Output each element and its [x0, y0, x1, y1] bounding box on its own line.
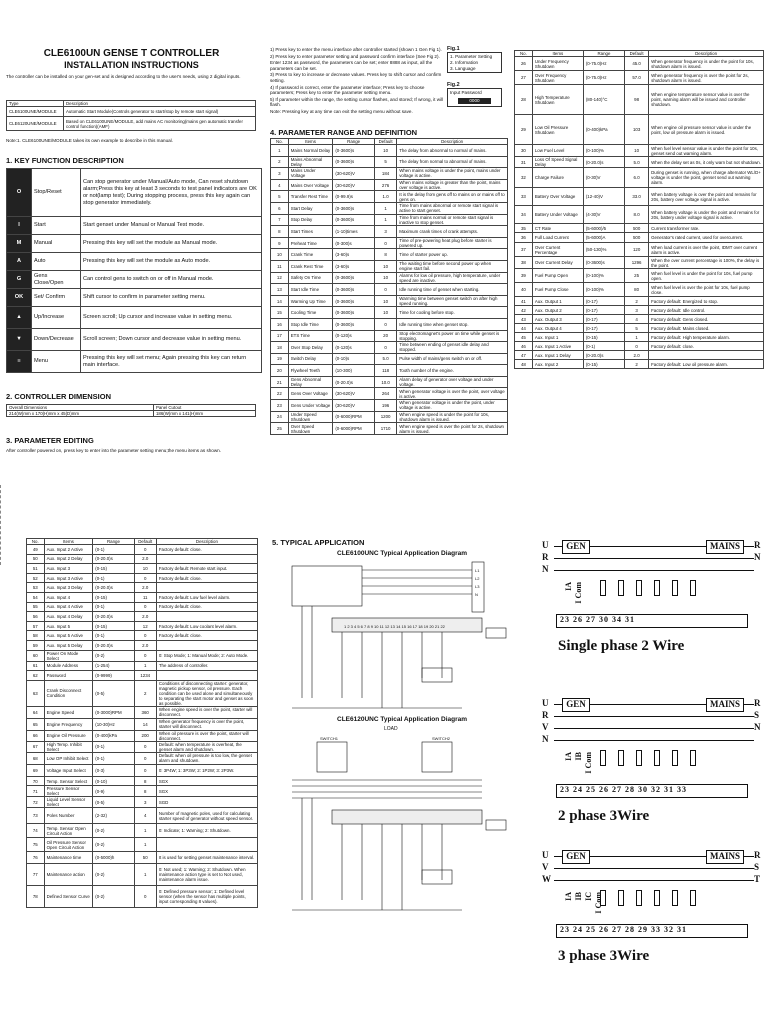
resistor: [636, 750, 642, 766]
table-row: 8 Start Times (1-10)times 3 Maximum crank times of crank attempts.: [271, 226, 508, 238]
table-row: 5 Transfer Rest Time (0-99.9)s 1.0 It is the delay from gens off to mains on or mains off to gens on.: [271, 191, 508, 203]
edit-step: Note: Pressing key at any time can exit the setting menu without save.: [270, 108, 413, 114]
column-header: Description: [649, 51, 764, 57]
key-name: Gens Close/Open: [32, 271, 81, 289]
table-row: 17 ETS Time (0-120)s 20 Stop electromagnet's power on time while genset is stopping.: [271, 330, 508, 342]
key-row: [7, 169, 262, 217]
table-row: 12 Safety On Time (0-3600)s 10 Alarms for low oil pressure, high temperature, under speed are inactive.: [271, 272, 508, 284]
table-row: 23 Gens Under Voltage (30-620)V 196 When generator voltage is under the point, under voltage is active.: [271, 400, 508, 412]
table-row: 64 Engine Speed (0-3000)RPM 360 When engine speed is over the point, starter will disconnect.: [27, 706, 258, 718]
dimension-heading: 2. CONTROLLER DIMENSION: [6, 392, 112, 401]
column-header: No.: [27, 539, 45, 545]
table-row: 26 Under Frequency Shutdown (0-75.0)Hz 45.0 When generator frequency is under the point for 10s, shutdown alarm is issued.: [515, 57, 764, 71]
table-row: 16 Stop Idle Time (0-3600)s 0 Idle running time when genset stop.: [271, 318, 508, 330]
column-header: Description: [156, 539, 257, 545]
figure-2: Fig.2 Input Password 0000: [447, 82, 502, 107]
table-row: 65 Engine Frequency (10-30)Hz 14 When generator frequency is over the point, starter will disconnect.: [27, 718, 258, 730]
wire: [554, 740, 754, 741]
svg-text:L3: L3: [475, 584, 480, 589]
wire: [554, 868, 754, 869]
resistor: [672, 890, 678, 906]
edit-step: Enter 1234 as password, the parameters can be set; enter 8888 as input, all the parameters can be set.: [270, 60, 433, 71]
table-row: 29 Low Oil Pressure Shutdown (0-400)kPa 103 When engine oil pressure sensor value is under the point, low oil pressure alarm is issued.: [515, 115, 764, 145]
key-icon: M: [7, 235, 32, 253]
table-row: 72 Liquid Level Sensor Select (0-5) 3 SGD: [27, 797, 258, 808]
column-header: Description: [397, 139, 508, 145]
diagram-2-title: CLE6120UNC Typical Application Diagram: [337, 716, 468, 723]
table-row: 28 High Temperature Shutdown (80-140)°C 98 When engine temperature sensor value is over the point, warning alarm will be issued and controller shutdown.: [515, 85, 764, 115]
table-row: 35 CT Rate (5-6000)/5 500 Current transformer rate.: [515, 224, 764, 233]
column-header: Default: [625, 51, 649, 57]
fold-mark: [0, 485, 7, 565]
editing-text: After controller powered on, press key to enter into the parameter setting menu;the menu items as shown.: [6, 448, 221, 453]
table-row: 51 Aux. Input 3 (0-15) 10 Factory default: Remote start input.: [27, 564, 258, 574]
wiring-caption: 3 phase 3Wire: [558, 948, 650, 964]
svg-text:1 2 3 4 5 6 7 8 9 10 11 12 13: 1 2 3 4 5 6 7 8 9 10 11 12 13 14 15 16 17 18 19 20 21 22: [344, 624, 445, 629]
key-row: [7, 289, 262, 307]
table-row: 7 Stop Delay (0-3600)s 1 Time from mains normal or remote start signal is inactive to stop genset.: [271, 214, 508, 226]
key-name: Up/Increase: [32, 307, 81, 329]
column-header: No.: [271, 139, 289, 145]
gen-line-label: N: [542, 564, 549, 574]
table-row: 75 Oil Pressure Sensor Open Circuit Action (0-2) 1: [27, 838, 258, 852]
mains-line-label: N: [754, 722, 761, 732]
type-note: Note:1. CLE6100UNE/MODULE takes its own example to describe in this manual.: [6, 138, 173, 143]
table-row: 50 Aux. Input 2 Delay (0-20.0)s 2.0: [27, 554, 258, 564]
key-row: [7, 235, 262, 253]
key-row: [7, 351, 262, 373]
wiring-caption: 2 phase 3Wire: [558, 808, 650, 824]
parameter-table-2: [514, 50, 764, 369]
table-row: 10 Crank Time (3-60)s 8 Time of starter power up.: [271, 249, 508, 261]
resistor: [618, 750, 624, 766]
key-row: [7, 253, 262, 271]
ct-label: IC: [584, 892, 593, 901]
key-function-table: [6, 168, 262, 373]
ct-label: IA: [564, 892, 573, 901]
table-row: 11 Crank Rest Time (3-60)s 10 The waiting time before second power up when engine start fail.: [271, 260, 508, 272]
key-description: Screen scroll; Up cursor and increase value in setting menu.: [81, 307, 262, 329]
ct-label: I Com: [594, 892, 603, 914]
table-row: 55 Aux. Input 4 Active (0-1) 0 Factory default: close.: [27, 602, 258, 612]
table-row: 36 Full Load Current (5-6000)A 500 Generator's rated current, used for overcurrent.: [515, 233, 764, 243]
key-description: Pressing this key will set the module as Manual mode.: [81, 235, 262, 253]
application-diagram-1: [272, 548, 522, 716]
table-row: 57 Aux. Input 5 (0-15) 12 Factory default: Low coolant level alarm.: [27, 621, 258, 631]
resistor: [654, 750, 660, 766]
table-row: 74 Temp. Sensor Open Circuit Action (0-2) 1 0: Indicate; 1: Warning; 2: Shutdown.: [27, 824, 258, 838]
mains-box: MAINS: [706, 698, 744, 712]
table-row: 45 Aux. Input 1 (0-15) 1 Factory default: High temperature alarm.: [515, 333, 764, 342]
key-name: Down/Decrease: [32, 329, 81, 351]
gen-box: GEN: [562, 540, 590, 554]
column-header: Range: [93, 539, 134, 545]
gen-line-label: U: [542, 850, 549, 860]
table-row: 58 Aux. Input 5 Active (0-1) 0 Factory default: close.: [27, 631, 258, 641]
gen-line-label: R: [542, 552, 549, 562]
wire: [554, 880, 754, 881]
mains-line-label: R: [754, 698, 761, 708]
table-row: 14 Warming Up Time (0-3600)s 10 Warming time between genset switch on after high speed running.: [271, 295, 508, 307]
gen-line-label: V: [542, 722, 549, 732]
table-row: 39 Fuel Pump Open (0-100)% 25 When fuel level is under the point for 10s, fuel pump open.: [515, 269, 764, 283]
switch-1-label: SWITCH1: [320, 736, 338, 741]
table-row: 54 Aux. Input 4 (0-15) 11 Factory default: Low fuel level alarm.: [27, 592, 258, 602]
edit-step: 2) Press key to enter parameter setting and password confirm interface (See Fig 2).: [270, 53, 440, 59]
table-row: 40 Fuel Pump Close (0-100)% 80 When fuel level is over the point for 10s, fuel pump close.: [515, 283, 764, 297]
diagram-1-title: CLE6100UNC Typical Application Diagram: [337, 550, 468, 557]
column-header: Default: [374, 139, 396, 145]
dimension-table: Overall Dimensions Panel Cutout 214(W)mm x 170(H)mm x 45(D)mm 186(W)mm x 141(H)mm: [6, 404, 256, 417]
resistor: [672, 580, 678, 596]
resistor: [654, 890, 660, 906]
ct-label: I Com: [574, 582, 583, 604]
table-row: 44 Aux. Output 4 (0-17) 5 Factory default: Mains closed.: [515, 324, 764, 333]
table-row: 41 Aux. Output 1 (0-17) 2 Factory default: Energized to stop.: [515, 297, 764, 306]
resistor: [690, 890, 696, 906]
wiring-single-phase: [528, 536, 764, 690]
intro-text: The controller can be installed on your gen-set and is designed according to the user's needs, using 2 digital inputs.: [6, 74, 241, 79]
figure-1: Fig.1 1. Parameter Setting 2. Information 3. Language: [447, 46, 502, 73]
resistor: [654, 580, 660, 596]
table-row: 32 Charge Failure (0-30)V 6.0 During genset is running, when charge alternator WL/D+ voltage is under the point, genset send out warning alarm.: [515, 168, 764, 188]
table-row: CLE6120UNE/MODULE Based on CLE6100UNE/MODULE, add mains AC monitoring(mains gen automatic transfer control function)(AMF): [7, 117, 256, 131]
table-row: 67 High Temp. Inhibit Select (0-1) 0 Default: when temperature is overheat, the genset alarm and shutdown.: [27, 741, 258, 752]
table-row: 27 Over Frequency Shutdown (0-75.0)Hz 57.0 When generator frequency is over the point for 2s, shutdown alarm is issued.: [515, 71, 764, 85]
table-row: 47 Aux. Input 1 Delay (0-20.0)s 2.0: [515, 351, 764, 360]
table-row: 15 Cooling Time (0-3600)s 10 Time for cooling before stop.: [271, 307, 508, 319]
key-icon: O: [7, 169, 32, 217]
table-row: 42 Aux. Output 2 (0-17) 3 Factory default: Idle control.: [515, 306, 764, 315]
mains-line-label: S: [754, 710, 760, 720]
key-description: Pressing this key will set menu; Again pressing this key can return main interface.: [81, 351, 262, 373]
key-icon: ▲: [7, 307, 32, 329]
gen-line-label: V: [542, 862, 549, 872]
key-row: [7, 271, 262, 289]
document-subtitle: INSTALLATION INSTRUCTIONS: [64, 60, 199, 70]
ct-label: IB: [574, 892, 583, 901]
table-row: 21 Gens Abnormal Delay (0-20.0)s 10.0 Alarm delay of generator over voltage and under voltage.: [271, 376, 508, 388]
table-row: 48 Aux. Input 2 (0-15) 2 Factory default: Low oil pressure alarm.: [515, 360, 764, 369]
table-row: 43 Aux. Output 3 (0-17) 4 Factory default: Gens closed.: [515, 315, 764, 324]
resistor: [618, 890, 624, 906]
terminal-numbers: 23 24 25 26 27 28 30 32 31 33: [560, 785, 687, 794]
type-table: [6, 100, 256, 131]
table-row: 49 Aux. Input 2 Active (0-1) 0 Factory default: close.: [27, 545, 258, 555]
table-row: 68 Low OP Inhibit Select (0-1) 0 Default: when oil pressure is too low, the genset alarm and shutdown.: [27, 752, 258, 764]
key-description: Start genset under Manual or Manual Test mode.: [81, 217, 262, 235]
key-description: Shift cursor to confirm in parameter setting menu.: [81, 289, 262, 307]
column-header: Default: [134, 539, 156, 545]
gen-box: GEN: [562, 850, 590, 864]
table-row: 37 Over Current Percentage (50-130)% 120 When load current is over the point, IDMT over current alarm is active.: [515, 243, 764, 257]
key-name: Set/ Confirm: [32, 289, 81, 307]
table-row: 71 Pressure Sensor Select (0-9) 8 SGX: [27, 786, 258, 797]
key-icon: I: [7, 217, 32, 235]
key-description: Scroll screen; Down cursor and decrease value in setting menu.: [81, 329, 262, 351]
resistor: [690, 750, 696, 766]
wire: [554, 570, 754, 571]
mains-line-label: R: [754, 540, 761, 550]
ct-label: IA: [564, 752, 573, 761]
key-description: Pressing this key will set the module as Auto mode.: [81, 253, 262, 271]
wire: [554, 558, 754, 559]
key-icon: G: [7, 271, 32, 289]
edit-step: 4) If password is correct, enter the parameter interface; Press key to choose parameters; Press key to enter the parameter setting menu.: [270, 84, 425, 96]
table-row: 6 Start Delay (0-3600)s 1 Time from mains abnormal or remote start signal is active to start genset.: [271, 202, 508, 214]
key-name: Auto: [32, 253, 81, 271]
column-header: Items: [288, 139, 333, 145]
table-row: 30 Low Fuel Level (0-100)% 10 When fuel level sensor value is under the point for 10s, genset send out warning alarm.: [515, 145, 764, 157]
wiring-3-phase: [528, 846, 764, 1016]
svg-text:L1: L1: [475, 568, 480, 573]
gen-line-label: U: [542, 698, 549, 708]
terminal-numbers: 23 24 25 26 27 28 29 33 32 31: [560, 925, 687, 934]
mains-line-label: S: [754, 862, 760, 872]
parameter-table-1: [270, 138, 508, 435]
gen-line-label: U: [542, 540, 549, 550]
resistor: [600, 580, 606, 596]
application-diagram-2: [272, 716, 522, 1006]
column-header: Items: [44, 539, 93, 545]
key-section-heading: 1. KEY FUNCTION DESCRIPTION: [6, 156, 124, 165]
column-header: Range: [583, 51, 624, 57]
key-row: [7, 329, 262, 351]
wiring-2-phase: [528, 694, 764, 842]
param-heading: 4. PARAMETER RANGE AND DEFINITION: [270, 128, 418, 137]
table-row: 69 Voltage Input Select (0-3) 0 0: 3P4W; 1: 3P3W; 2: 1P2W; 3: 2P3W.: [27, 764, 258, 776]
table-row: 62 Password (0-9999) 1234: [27, 671, 258, 681]
ct-label: IA: [564, 582, 573, 591]
diagram-2-schematic: [272, 740, 522, 920]
mains-line-label: N: [754, 552, 761, 562]
svg-text:N: N: [475, 592, 478, 597]
svg-text:L2: L2: [475, 576, 480, 581]
key-name: Start: [32, 217, 81, 235]
switch-2-label: SWITCH2: [432, 736, 450, 741]
mains-box: MAINS: [706, 540, 744, 554]
document-title: CLE6100UN GENSE T CONTROLLER: [43, 48, 220, 59]
edit-step: 3) Press to key to increase or decrease values. Press key to shift cursor and confirm setting.: [270, 72, 442, 83]
table-row: 53 Aux. Input 3 Delay (0-20.0)s 2.0: [27, 583, 258, 593]
mains-line-label: T: [754, 874, 761, 884]
table-row: 13 Start Idle Time (0-3600)s 0 Idle running time of genset when starting.: [271, 284, 508, 296]
key-description: Can stop generator under Manual/Auto mode, Can reset shutdown alarm;Press this key at least 3 seconds to test panel indicators are OK or not(lamp test); During stopping process, press this key again can stop generator immediately.: [81, 169, 262, 217]
table-row: 63 Crank Disconnect Condition (0-5) 2 Conditions of disconnecting starter: generator, magnetic pickup sensor, oil pressure. Each condition can be used alone and simultaneously to separating the start motor and genset as soon as possible.: [27, 680, 258, 706]
column-header: No.: [515, 51, 533, 57]
table-row: 22 Gens Over Voltage (30-620)V 264 When generator voltage is over the point, over voltage is active.: [271, 388, 508, 400]
key-description: Can control gens to switch on or off in Manual mode.: [81, 271, 262, 289]
table-row: 59 Aux. Input 5 Delay (0-20.0)s 2.0: [27, 640, 258, 650]
key-icon: OK: [7, 289, 32, 307]
table-row: 2 Mains Abnormal Delay (0-3600)s 5 The delay from normal to abnormal of mains.: [271, 156, 508, 168]
mains-line-label: R: [754, 850, 761, 860]
table-row: 66 Engine Oil Pressure (0-400)kPa 200 When oil pressure is over the point, starter will disconnect.: [27, 730, 258, 741]
load-label: LOAD: [384, 726, 398, 732]
table-row: 4 Mains Over Voltage (30-620)V 276 When mains voltage is greater than the point, mains over voltage is active.: [271, 179, 508, 191]
wiring-caption: Single phase 2 Wire: [558, 638, 685, 654]
gen-box: GEN: [562, 698, 590, 712]
table-row: 38 Over Current Delay (0-3600)s 1296 When the over current percentage is 100%, the delay is the point.: [515, 257, 764, 269]
table-row: 24 Under Speed Shutdown (0-6000)RPM 1200 When engine speed is under the point for 10s, shutdown alarm is issued.: [271, 411, 508, 423]
resistor: [672, 750, 678, 766]
mains-box: MAINS: [706, 850, 744, 864]
table-row: 1 Mains Normal Delay (0-3600)s 10 The delay from abnormal to normal of mains.: [271, 145, 508, 157]
key-name: Stop/Reset: [32, 169, 81, 217]
wire: [554, 716, 754, 717]
table-row: 78 Defined Sensor Curve (0-2) 0 0: Defined pressure sensor; 1: Defined level sensor (when the sensor has multiple points, input corresponding 8 values).: [27, 886, 258, 908]
wire: [554, 728, 754, 729]
diagram-1-schematic: [272, 558, 522, 718]
table-row: 20 Flywheel Teeth (10-300) 118 Tooth number of the engine.: [271, 365, 508, 377]
gen-line-label: W: [542, 874, 551, 884]
typical-heading: 5. TYPICAL APPLICATION: [272, 538, 365, 547]
column-header: Range: [333, 139, 375, 145]
table-row: 60 Power On Mode Select (0-2) 0 0: Stop Mode; 1: Manual Mode; 2: Auto Mode.: [27, 650, 258, 661]
key-icon: ▼: [7, 329, 32, 351]
resistor: [618, 580, 624, 596]
table-row: 46 Aux. Input 1 Active (0-1) 0 Factory default: close.: [515, 342, 764, 351]
gen-line-label: N: [542, 734, 549, 744]
table-row: 25 Over Speed Shutdown (0-6000)RPM 1710 When engine speed is over the point for 2s, shutdown alarm is issued.: [271, 423, 508, 435]
parameter-table-3: [26, 538, 258, 908]
edit-step: 5) If parameter within the range, the setting cursor flashes, and stored; If wrong, it will flash.: [270, 96, 444, 108]
table-row: 3 Mains Under Voltage (30-620)V 184 When mains voltage is under the point, mains under voltage is active.: [271, 168, 508, 180]
key-row: [7, 307, 262, 329]
table-row: 19 Switch Delay (0-10)s 5.0 Pulse width of mains/gens switch on or off.: [271, 353, 508, 365]
table-row: 52 Aux. Input 3 Active (0-1) 0 Factory default: close.: [27, 573, 258, 583]
key-name: Menu: [32, 351, 81, 373]
key-name: Manual: [32, 235, 81, 253]
table-row: 34 Battery Under Voltage (4-30)V 8.0 When battery voltage is under the point and remains for 20s, battery under voltage signal is active.: [515, 206, 764, 224]
table-row: 76 Maintenance time (0-5000)h 50 It is used for setting genset maintenance interval.: [27, 852, 258, 864]
ct-label: I Com: [584, 752, 593, 774]
table-row: 18 Over Stop Delay (0-120)s 0 Time between ending of genset idle delay and stopped.: [271, 342, 508, 354]
table-row: CLE6100UNE/MODULE Automatic Start Module(Controls generator to start/stop by remote start signal): [7, 107, 256, 117]
table-row: 70 Temp. Sensor Select (0-10) 8 SGX: [27, 776, 258, 786]
gen-line-label: R: [542, 710, 549, 720]
table-row: 33 Battery Over Voltage (12-40)V 33.0 When battery voltage is over the point and remains for 20s, battery over voltage signal is active.: [515, 188, 764, 206]
editing-heading: 3. PARAMETER EDITING: [6, 436, 94, 445]
ct-label: IB: [574, 752, 583, 761]
description-header: Description: [64, 101, 256, 107]
table-row: 77 Maintenance action (0-2) 1 0: Not used; 1: Warning; 2: Shutdown. When maintenance action type is set to Not used, maintenance alarm issue.: [27, 864, 258, 886]
table-row: 61 Module Address (1-254) 1 The address of controller.: [27, 661, 258, 671]
resistor: [636, 580, 642, 596]
key-icon: ≡: [7, 351, 32, 373]
edit-step: 1) Press key to enter the menu interface after controller started (shown 1 Gen Fig 1).: [270, 47, 442, 52]
resistor: [690, 580, 696, 596]
table-row: 31 Loss Of Speed Signal Delay (0-20.0)s 5.0 When the delay set as 0s, it only warn but not shutdown.: [515, 157, 764, 168]
resistor: [600, 750, 606, 766]
table-row: 56 Aux. Input 4 Delay (0-20.0)s 2.0: [27, 612, 258, 622]
table-row: 9 Preheat Time (0-300)s 0 Time of pre-powering heat plug before starter is powered up.: [271, 237, 508, 249]
key-row: [7, 217, 262, 235]
terminal-numbers: 23 26 27 30 34 31: [560, 615, 635, 624]
resistor: [636, 890, 642, 906]
edit-steps: [270, 47, 445, 116]
table-row: 73 Poles Number (2-32) 4 Number of magnetic poles, used for calculating starter speed of generator without speed sensor.: [27, 808, 258, 824]
type-header: Type: [7, 101, 64, 107]
key-icon: A: [7, 253, 32, 271]
column-header: Items: [532, 51, 583, 57]
